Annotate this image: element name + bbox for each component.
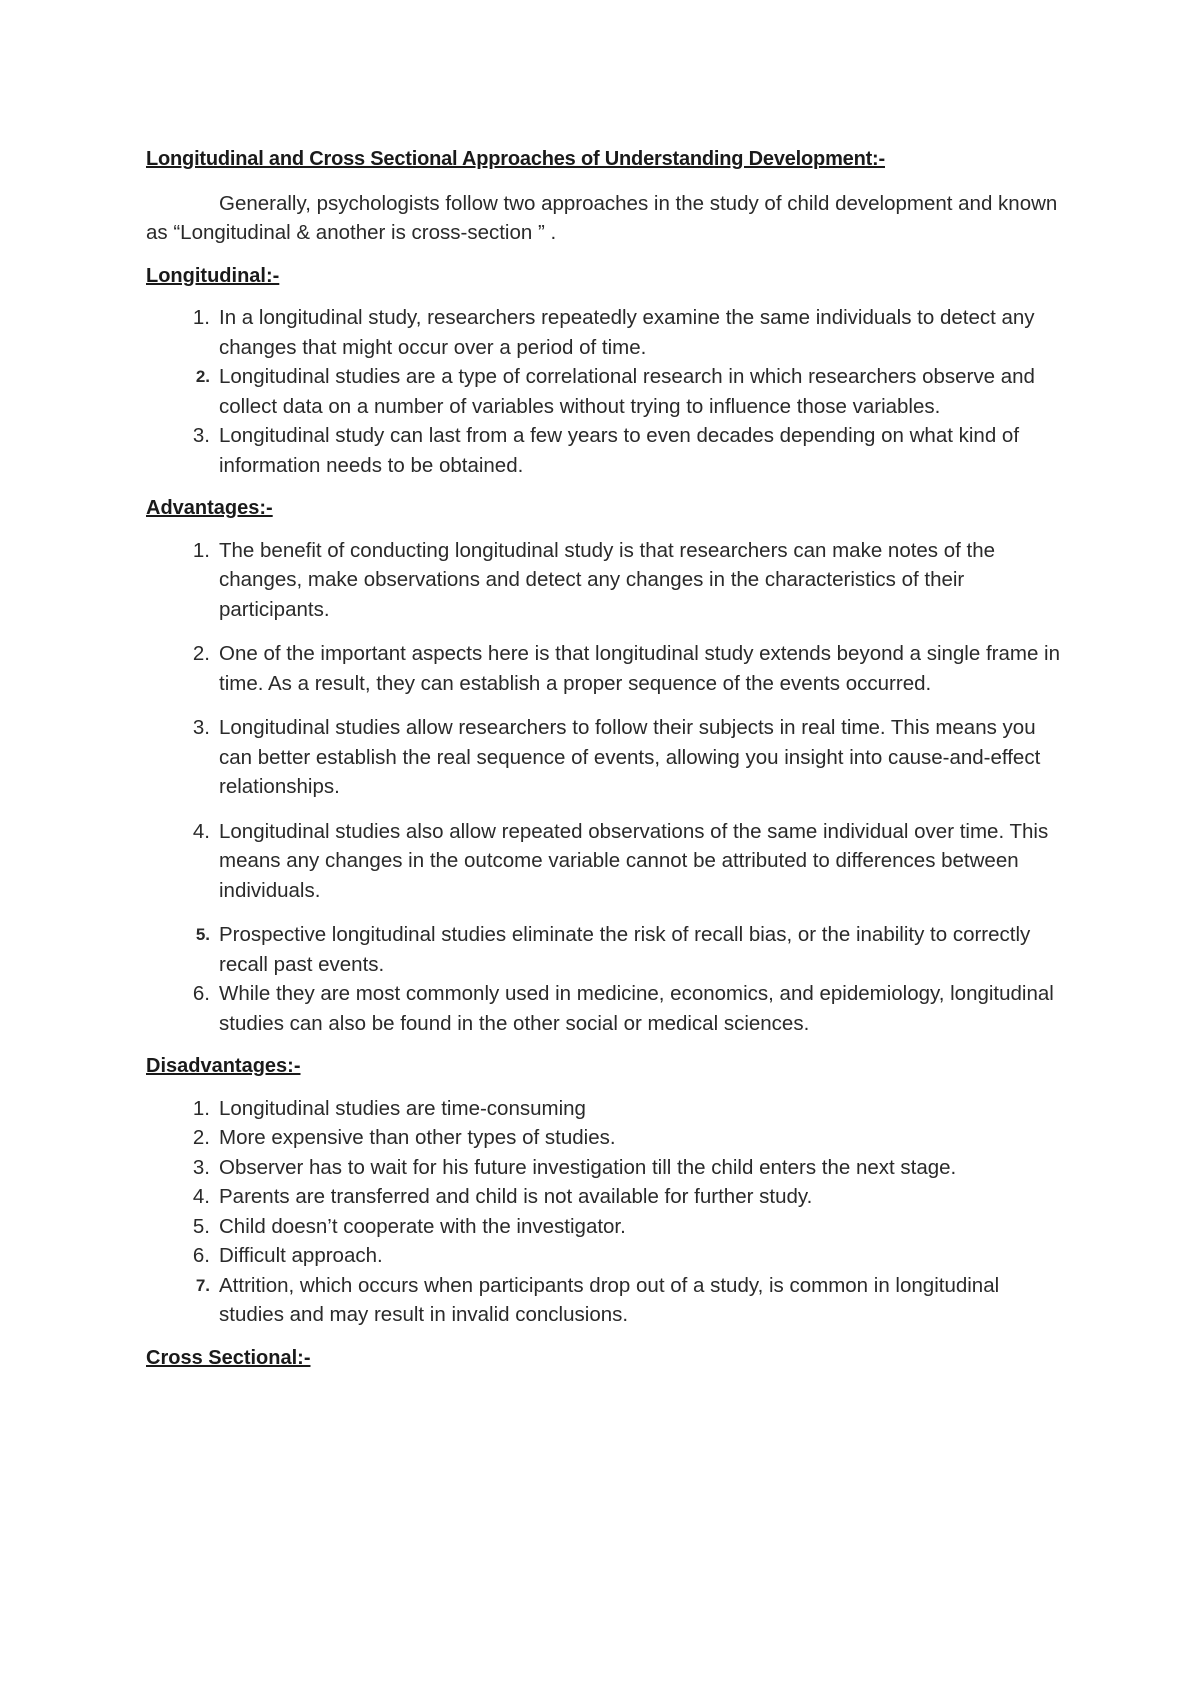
list-text: Longitudinal studies are time-consuming [219, 1096, 586, 1120]
list-number: 4. [192, 1185, 210, 1208]
list-text: Observer has to wait for his future investigation till the child enters the next stage. [219, 1155, 957, 1179]
document-content [146, 145, 1066, 1385]
list-number: 2. [192, 642, 210, 665]
list-text: Longitudinal studies also allow repeated observations of the same individual over time. This means any changes in the outcome variable cannot be attributed to differences between individuals. [219, 819, 1049, 902]
list-number: 6. [192, 982, 210, 1005]
list-number: 3. [192, 424, 210, 447]
list-number: 2. [192, 1126, 210, 1149]
list-text: Longitudinal studies allow researchers to follow their subjects in real time. This means you can better establish the real sequence of events, allowing you insight into cause-and-effect relationships. [219, 716, 1041, 798]
disadvantages-list [146, 1094, 1066, 1330]
list-item [146, 1241, 1066, 1271]
list-number: 5. [192, 1214, 210, 1238]
list-text: Child doesn’t cooperate with the investigator. [219, 1214, 626, 1238]
list-number: 3. [192, 716, 210, 739]
list-text: Parents are transferred and child is not available for further study. [219, 1185, 813, 1208]
list-text: Longitudinal studies are a type of correlational research in which researchers observe and collect data on a number of variables without trying to influence those variables. [219, 365, 1035, 418]
list-item [146, 1271, 1066, 1330]
list-text: In a longitudinal study, researchers repeatedly examine the same individuals to detect any changes that might occur over a period of time. [219, 306, 1035, 359]
list-item [146, 1212, 1066, 1242]
list-item [146, 713, 1066, 802]
cross-sectional-heading: Cross Sectional:- [146, 1346, 311, 1369]
list-item [146, 817, 1066, 906]
list-item [146, 920, 1066, 979]
list-item [146, 362, 1066, 421]
document-title: Longitudinal and Cross Sectional Approaches of Understanding Development:- [146, 148, 885, 170]
list-number: 1. [192, 1096, 210, 1120]
list-item [146, 1153, 1066, 1183]
list-text: One of the important aspects here is that longitudinal study extends beyond a single frame in time. As a result, they can establish a proper sequence of the events occurred. [219, 642, 1061, 695]
list-text: The benefit of conducting longitudinal study is that researchers can make notes of the changes, make observations and detect any changes in the characteristics of their participants. [219, 538, 996, 621]
advantages-list [146, 536, 1066, 1039]
advantages-heading: Advantages:- [146, 497, 273, 519]
list-text: Difficult approach. [219, 1244, 383, 1267]
list-number: 7. [195, 1275, 210, 1295]
list-item [146, 1182, 1066, 1212]
list-item [146, 536, 1066, 625]
intro-paragraph: Generally, psychologists follow two approaches in the study of child development and known as “Longitudinal & another is cross-section ” . [146, 191, 1058, 244]
list-item [146, 303, 1066, 362]
longitudinal-list [146, 303, 1066, 480]
list-item [146, 1123, 1066, 1153]
list-number: 6. [192, 1244, 210, 1267]
longitudinal-heading: Longitudinal:- [146, 264, 280, 287]
list-number: 5. [195, 925, 210, 944]
list-number: 1. [192, 306, 210, 329]
list-text: Prospective longitudinal studies eliminate the risk of recall bias, or the inability to correctly recall past events. [219, 923, 1031, 976]
list-item [146, 421, 1066, 480]
list-text: Attrition, which occurs when participants drop out of a study, is common in longitudinal studies and may result in invalid conclusions. [219, 1273, 1000, 1326]
list-item [146, 639, 1066, 698]
list-text: Longitudinal study can last from a few years to even decades depending on what kind of information needs to be obtained. [219, 424, 1020, 477]
list-text: While they are most commonly used in medicine, economics, and epidemiology, longitudinal studies can also be found in the other social or medical sciences. [219, 982, 1054, 1035]
list-number: 3. [192, 1155, 210, 1179]
disadvantages-heading: Disadvantages:- [146, 1055, 301, 1077]
list-item [146, 979, 1066, 1038]
list-number: 2. [195, 367, 210, 386]
list-text: More expensive than other types of studies. [219, 1126, 616, 1149]
list-item [146, 1094, 1066, 1124]
list-number: 4. [192, 819, 210, 843]
list-number: 1. [192, 538, 210, 562]
